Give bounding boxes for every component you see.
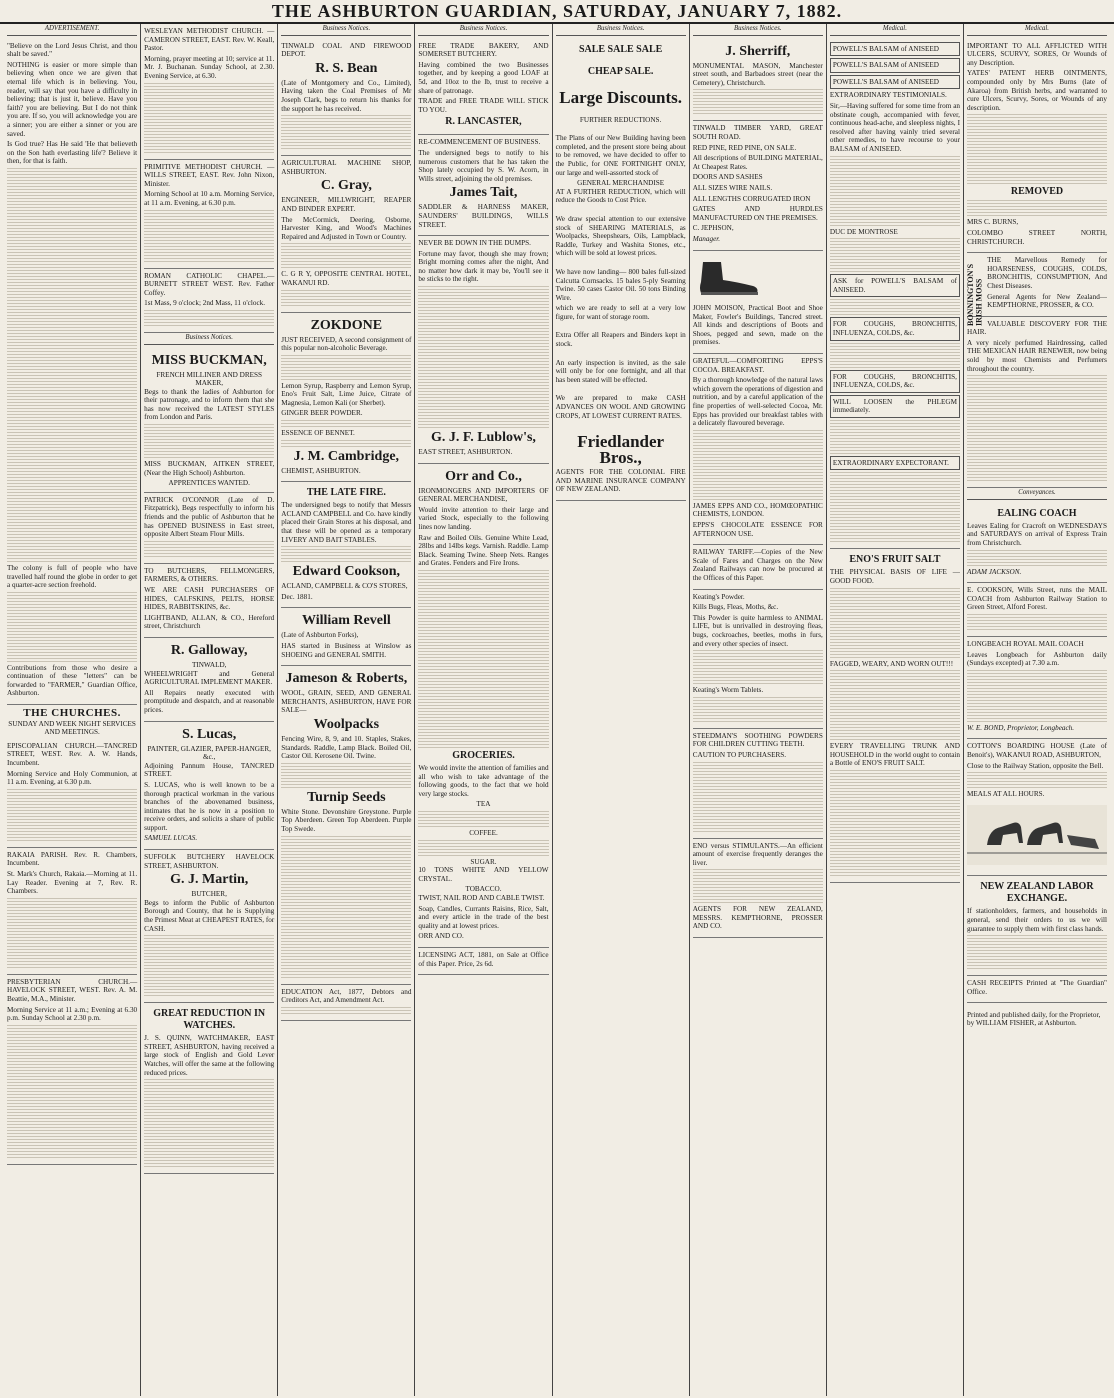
anglican-times: Morning Service and Holy Communion, at 11 a.m. Evening, at 6.30 p.m. (7, 769, 138, 787)
anglican-name: EPISCOPALIAN CHURCH.—TANCRED STREET, WEST. Rev. A. W. Hands, Incumbent. (7, 741, 138, 768)
dumps-heading: NEVER BE DOWN IN THE DUMPS. (418, 239, 531, 248)
primitive-name: PRIMITIVE METHODIST CHURCH. —WILLS STREET, EAST. Rev. John Nixon, Minister. (144, 162, 275, 188)
ad-martin (144, 850, 274, 1003)
ad-tait (418, 135, 548, 236)
epps-sign: JAMES EPPS AND CO., HOMŒOPATHIC CHEMISTS, LONDON. (692, 501, 823, 519)
galloway-name: R. Galloway, (170, 642, 248, 658)
column-heading: Medical. (967, 24, 1107, 36)
meals-text: MEALS AT ALL HOURS. (966, 790, 1045, 799)
ealing-sign: ADAM JACKSON. (966, 567, 1022, 576)
agri-works-heading: AGRICULTURAL MACHINE SHOP, ASHBURTON. (281, 159, 412, 176)
further-reductions: FURTHER REDUCTIONS. (579, 115, 662, 124)
jameson-list: Fencing Wire, 8, 9, and 10. Staples, Stakes, Standards. Raddle, Lamp Black. Boiled Oil, Castor Oil. Kerosene Oil. Twine. (281, 734, 412, 761)
soap-text: Soap, Candles, Currants Raisins, Rice, Salt, and every article in the trade of the best quality and at lowest prices. (418, 904, 549, 930)
burns-address: COLOMBO STREET NORTH, CHRISTCHURCH. (966, 228, 1107, 246)
quinn-text: J. S. QUINN, WATCHMAKER, EAST STREET, ASHBURTON, having received a large stock of English and Gold Lever Watches, will offer the same at the following reduced prices. (144, 1034, 275, 1077)
ad-licensing (418, 948, 548, 975)
turnip-title: Turnip Seeds (307, 789, 386, 805)
page-columns (4, 24, 1110, 1396)
yates-text: YATES' PATENT HERB OINTMENTS, compounded only by Mrs Burns (late of Akaroa) from British herbs, and warranted to cure Ulcers, Scurvy, Sores, or Wounds of any description. (966, 69, 1107, 112)
railway-text: RAILWAY TARIFF.—Copies of the New Scale of Fares and Charges on the New Zealand Railways can now be procured at the Offices of this Paper. (692, 548, 823, 582)
rakaia-name: RAKAIA PARISH. Rev. R. Chambers, Incumbent. (7, 850, 138, 868)
column-6 (690, 24, 827, 1396)
sermon-advertisement (7, 39, 137, 705)
cambridge-trade: CHEMIST, ASHBURTON. (281, 466, 361, 475)
tait-text: The undersigned begs to notify to his numerous customers that he has taken the Shop lately occupied by S. W. Acorn, in Wills street, adjoining the old premises. (418, 148, 549, 183)
ad-cookson-mail (967, 583, 1107, 637)
education-act-text: EDUCATION Act, 1877, Debtors and Creditors Act, and Amendment Act. (281, 987, 412, 1005)
galloway-text: All Repairs neatly executed with promptitude and despatch, and at reasonable prices. (144, 688, 275, 714)
column-heading: Business Notices. (556, 24, 686, 36)
groceries-text: We would invite the attention of families and all who wish to take advantage of the following goods, to the fact that we hold very large stocks. (418, 764, 549, 798)
general-merchandise: GENERAL MERCHANDISE (577, 179, 665, 188)
eno-stimulants: ENO versus STIMULANTS.—An efficient amount of exercise frequently deranges the liver. (692, 841, 823, 867)
ad-jameson (281, 666, 411, 984)
cheap-sale: CHEAP SALE. (587, 65, 654, 77)
powell-banner-1: POWELL'S BALSAM of ANISEED (830, 42, 960, 57)
montrose-sign: DUC DE MONTROSE (829, 227, 898, 236)
tait-name: James Tait, (449, 185, 518, 201)
ad-dumps (418, 236, 548, 464)
eno-subtitle: THE PHYSICAL BASIS OF LIFE — GOOD FOOD. (829, 568, 960, 586)
churches-title: THE CHURCHES. (23, 707, 121, 720)
column-heading: ADVERTISEMENT. (7, 24, 137, 36)
churches-subtitle: SUNDAY AND WEEK NIGHT SERVICES AND MEETINGS. (8, 719, 136, 737)
licensing-text: LICENSING ACT, 1881, on Sale at Office of this Paper. Price, 2s 6d. (418, 950, 549, 968)
shearing-text: We draw special attention to our extensive stock of SHEARING MATERIALS, as Woolpacks, Sheepshears, Oils, Lampblack, Raddle, Turkey and Washita Stones, etc., which will be sold at lowest prices. (555, 214, 686, 258)
martin-trade: BUTCHER, (191, 890, 227, 899)
ad-education-act (281, 985, 411, 1021)
column-8 (964, 24, 1110, 1396)
church-primitive (144, 160, 274, 269)
ad-eno (830, 549, 960, 883)
powell-banner-2: POWELL'S BALSAM of ANISEED (830, 58, 960, 73)
butchers-sign: LIGHTBAND, ALLAN, & CO., Hereford street, Christchurch (144, 613, 275, 631)
ad-powell (830, 39, 960, 550)
orr-list: Raw and Boiled Oils. Genuine White Lead, 28lbs and 14lbs kegs. Varnish. Raddle. Lamp Black. Seaming Twine. Sheep Nets. Ranges and Grates. Fenders and Fire Irons. (418, 533, 549, 568)
church-presbyterian (7, 975, 137, 1165)
lucas-name: S. Lucas, (182, 726, 237, 742)
coffee-heading: COFFEE. (469, 828, 498, 837)
jephson-role: Manager. (692, 234, 721, 243)
irish-moss-side-label: BONNINGTON'S IRISH MOSS (965, 264, 984, 327)
ad-labor (967, 876, 1107, 976)
longbeach-heading: LONGBEACH ROYAL MAIL COACH (966, 640, 1084, 648)
epps-essence: EPPS'S CHOCOLATE ESSENCE FOR AFTERNOON USE. (692, 521, 823, 538)
lemon-list: Lemon Syrup, Raspberry and Lemon Syrup, Eno's Fruit Salt, Lime Juice, Citrate of Magnesia, Lemon Kali (or Sherbet). (281, 381, 412, 407)
keating-powder: Keating's Powder. (692, 592, 745, 601)
ad-railway (693, 545, 823, 589)
ad-hair (967, 317, 1107, 489)
ad-buckman (144, 348, 274, 493)
gray-name: C. Gray, (320, 178, 372, 194)
kills-bugs: Kills Bugs, Fleas, Moths, &c. (692, 603, 779, 612)
phlegm-banner: WILL LOOSEN the PHLEGM immediately. (830, 395, 960, 418)
powell-banner-3: POWELL'S BALSAM of ANISEED (830, 75, 960, 90)
reduction-heading: GREAT REDUCTION IN WATCHES. (153, 1008, 266, 1032)
freetrade-heading: FREE TRADE BAKERY, AND SOMERSET BUTCHERY. (418, 41, 549, 59)
column-7 (827, 24, 964, 1396)
ad-galloway (144, 638, 274, 722)
wire-nails: ALL SIZES WIRE NAILS. (692, 183, 773, 192)
tobacco-heading: TOBACCO. (465, 885, 502, 894)
sherriff-name: J. Sherriff, (725, 43, 791, 59)
doors-sashes: DOORS AND SASHES (692, 173, 763, 182)
sugar-text: 10 TONS WHITE AND YELLOW CRYSTAL. (418, 866, 549, 883)
large-discounts: Large Discounts. (559, 87, 683, 107)
presbyterian-name: PRESBYTERIAN CHURCH.—HAVELOCK STREET, WEST. Rev. A. M. Beattie, M.A., Minister. (7, 977, 138, 1003)
essence-bennet: ESSENCE OF BENNET. (281, 429, 355, 438)
column-heading: Medical. (830, 24, 960, 36)
ad-sherriff (693, 39, 823, 122)
butchers-heading: TO BUTCHERS, FELLMONGERS, FARMERS, & OTHERS. (144, 566, 275, 584)
gray-address: C. G R Y, OPPOSITE CENTRAL HOTEL, WAKANUI RD. (281, 270, 412, 287)
irish-moss-agents: General Agents for New Zealand— KEMPTHORNE, PROSSER, & CO. (987, 292, 1107, 310)
gray-text: The McCormick, Deering, Osborne, Harvester King, and Wood's Machines Repaired and Adjusted in Town or Country. (281, 215, 412, 241)
buckman-trade: FRENCH MILLINER AND DRESS MAKER, (156, 370, 263, 388)
ad-bean (281, 39, 411, 157)
lancaster-name: R. LANCASTER, (445, 116, 522, 128)
conveyances-heading: Conveyances. (967, 488, 1107, 500)
revell-sub: (Late of Ashburton Forks), (281, 631, 359, 640)
church-catholic (144, 269, 274, 333)
ad-friedlander-sale (556, 39, 686, 501)
contributions-text: Contributions from those who desire a continuation of these "letters" can be forwarded to "FARMER," Guardian Office, Ashburton. (7, 663, 138, 698)
ad-longbeach (967, 637, 1107, 739)
ginger-beer: GINGER BEER POWDER. (281, 409, 363, 418)
friedlander-name: Friedlander Bros., (577, 432, 665, 468)
column-heading: Business Notices. (693, 24, 823, 36)
ad-ealing (967, 503, 1107, 583)
tinwald-coal-heading: TINWALD COAL AND FIREWOOD DEPOT. (281, 41, 412, 59)
ealing-text: Leaves Ealing for Cracroft on WEDNESDAYS and SATURDAYS on arrival of Express Train from Christchurch. (966, 521, 1107, 548)
cotton-text: Close to the Railway Station, opposite the Bell. (966, 761, 1104, 770)
oconnor-text: PATRICK O'CONNOR (Late of D. Fitzpatrick), Begs respectfully to inform his friends and the public of Ashburton that he has OPENED BUSINESS in East street, opposite Albert Steam Flour Mills. (144, 495, 275, 539)
burns-name: MRS C. BURNS, (966, 218, 1019, 227)
extra-offer: Extra Offer all Reapers and Binders kept in stock. (555, 331, 686, 349)
newspaper-title: THE ASHBURTON GUARDIAN, SATURDAY, JANUARY 7, 1882. (271, 1, 843, 21)
buckman-text: Begs to thank the ladies of Ashburton for their patronage, and to inform them that she has now received the LATEST STYLES from London and Paris. (144, 387, 275, 422)
epps-text: By a thorough knowledge of the natural laws which govern the operations of digestion and nutrition, and by a careful application of the fine properties of well-selected Cocoa, Mr. Epps has provided our breakfast tables with a delicately flavoured beverage. (692, 376, 823, 428)
eno-fruit-salt: ENO'S FRUIT SALT (849, 554, 941, 566)
lucas-trade: PAINTER, GLAZIER, PAPER-HANGER, &c., (147, 744, 271, 762)
landing-list: We have now landing— 800 bales full-sized Calcutta Cornsacks. 15 bales 5-ply Seaming Twine. 50 cases Castor Oil. 50 tons Binding Wire. (555, 267, 686, 302)
freetrade-text: Having combined the two Businesses together, and by keeping a good LOAF at 5d, and 10oz to the lb, trust to receive a share of patronage. (418, 60, 549, 95)
apprentices-wanted: APPRENTICES WANTED. (168, 479, 250, 488)
orr-trade: IRONMONGERS AND IMPORTERS OF GENERAL MERCHANDISE, (418, 486, 549, 504)
longbeach-text: Leaves Longbeach for Ashburton daily (Sundays excepted) at 7.30 a.m. (966, 650, 1107, 668)
important-heading: IMPORTANT TO ALL AFFLICTED WITH ULCERS, SCURVY, SORES, Or Wounds of any Description. (966, 41, 1107, 67)
sermon-text: NOTHING is easier or more simple than believing when once we are given that eternal life which is in believing. You, reader, will say that you have a difficulty in believing; that is just it, believe. Have you faith? you are believing. But I do not think you are. If so, you will acknowledge you are a sinner; you are either a sinner or you are saved. (7, 60, 138, 138)
galloway-trade: WHEELWRIGHT and General AGRICULTURAL IMPLEMENT MAKER. (144, 669, 275, 687)
coughs-banner-1: FOR COUGHS, BRONCHITIS, INFLUENZA, COLDS, &c. (830, 317, 960, 340)
suffolk-heading: SUFFOLK BUTCHERY HAVELOCK STREET, ASHBURTON. (144, 853, 275, 870)
cash-advances: We are prepared to make CASH ADVANCES ON WOOL AND GROWING CROPS, AT LOWEST CURRENT RATES. (555, 394, 686, 420)
bean-name: R. S. Bean (315, 60, 378, 76)
worm-tablets: Keating's Worm Tablets. (692, 686, 764, 695)
lucas-sign: SAMUEL LUCAS. (144, 834, 198, 843)
testimonials-heading: EXTRAORDINARY TESTIMONIALS. (829, 91, 947, 100)
late-fire-heading: THE LATE FIRE. (306, 487, 386, 499)
zokdone-title: ZOKDONE (310, 317, 383, 333)
dumps-poem: Fortune may favor, though she may frown; Bright morning comes after the night, And no matter how dark it may be, You'll see it be sticks to the right. (418, 249, 549, 284)
irish-moss-text: THE Marvellous Remedy for HOARSENESS, COUGHS, COLDS, BRONCHITIS, CONSUMPTION, And Chest Diseases. (987, 256, 1107, 290)
sermon-quote: "Believe on the Lord Jesus Christ, and thou shalt be saved." (7, 41, 138, 59)
jameson-trade: WOOL, GRAIN, SEED, AND GENERAL MERCHANTS, ASHBURTON, HAVE FOR SALE— (281, 689, 412, 715)
ad-cotton (967, 739, 1107, 876)
ealing-coach: EALING COACH (997, 507, 1077, 519)
bean-text: (Late of Montgomery and Co., Limited), Having taken the Coal Premises of Mr Joseph Clark, begs to return his thanks for the support he has received. (281, 78, 412, 113)
boot-icon (693, 258, 763, 298)
ad-zokdone (281, 313, 411, 483)
longbeach-sign: W. E. BOND, Proprietor, Longbeach. (966, 723, 1075, 732)
butchers-text: WE ARE CASH PURCHASERS OF HIDES, CALFSKINS, PELTS, HORSE HIDES, RABBITSKINS, &c. (144, 586, 275, 612)
imprint: Printed and published daily, for the Proprietor, by WILLIAM FISHER, at Ashburton. (966, 1010, 1101, 1028)
travelling-trunk: EVERY TRAVELLING TRUNK AND HOUSEHOLD in the world ought to contain a Bottle of ENO'S FRUIT SALT. (829, 742, 960, 768)
cash-receipts: CASH RECEIPTS Printed at "The Guardian" Office. (966, 979, 1107, 996)
ad-revell (281, 608, 411, 666)
plough-horses-illustration (967, 805, 1107, 865)
ad-yates (967, 39, 1107, 254)
sermon-text-2: Is God true? Has He said 'He that believeth on the Son hath everlasting life'? Believe it then, for that is faith. (7, 140, 138, 166)
inspection-text: An early inspection is invited, as the sale will only be for one fortnight, and all that has been stated will be effected. (555, 358, 686, 384)
ad-irish-moss (965, 253, 1107, 327)
lublow-address: EAST STREET, ASHBURTON. (418, 448, 513, 457)
ad-orr (418, 464, 548, 948)
column-heading: Business Notices. (144, 333, 274, 345)
orr-sign: ORR AND CO. (418, 932, 464, 941)
column-2 (141, 24, 278, 1396)
revell-name: William Revell (301, 613, 391, 629)
jephson-name: C. JEPHSON, (692, 224, 734, 233)
fagged-weary: FAGGED, WEARY, AND WORN OUT!!! (829, 659, 954, 668)
ad-keating (693, 590, 823, 729)
revell-text: HAS started in Business at Winslow as SHOEING and GENERAL SMITH. (281, 642, 412, 659)
colony-text: The colony is full of people who have travelled half round the globe in order to get a quarter-acre section freehold. (7, 563, 138, 590)
expectorant-banner: EXTRAORDINARY EXPECTORANT. (830, 456, 960, 471)
gates-hurdles: GATES AND HURDLES MANUFACTURED ON THE PREMISES. (692, 205, 823, 222)
column-3 (278, 24, 415, 1396)
plans-text: The Plans of our New Building having been completed, and the present store being about to be removed, we have decided to offer to the Public, for ONE FORTNIGHT ONLY, our large and well-assorted stock of (555, 134, 686, 177)
ad-moison (693, 251, 823, 355)
ad-gray (281, 156, 411, 312)
tinwald-timber-heading: TINWALD TIMBER YARD, GREAT SOUTH ROAD. (692, 124, 823, 141)
buckman-address: MISS BUCKMAN, AITKEN STREET, (Near the High School) Ashburton. (144, 460, 275, 477)
column-heading: Business Notices. (418, 24, 548, 36)
buckman-name: MISS BUCKMAN, (151, 352, 267, 368)
lucas-address: Adjoining Pannum House, TANCRED STREET. (144, 761, 275, 779)
twist-text: TWIST, NAIL ROD AND CABLE TWIST. (418, 893, 545, 902)
wesleyan-times: Morning, prayer meeting at 10; service at 11. Mr. J. Buchanan. Sunday School, at 2.30. Evening Service, at 6.30. (144, 54, 275, 80)
cookson-name: Edward Cookson, (292, 564, 401, 580)
ask-powell: ASK for POWELL'S BALSAM of ANISEED. (830, 274, 960, 297)
ad-tinwald-timber (693, 121, 823, 250)
hair-heading: VALUABLE DISCOVERY FOR THE HAIR. (966, 319, 1107, 337)
zokdone-text: JUST RECEIVED, A second consignment of this popular non-alcoholic Beverage. (281, 335, 412, 353)
caution-heading: CAUTION TO PURCHASERS. (692, 750, 787, 759)
catholic-name: ROMAN CATHOLIC CHAPEL.—BURNETT STREET WEST. Rev. Father Coffey. (144, 271, 275, 297)
friedlander-text: AGENTS FOR THE COLONIAL FIRE AND MARINE INSURANCE COMPANY OF NEW ZEALAND. (555, 468, 686, 494)
ad-free-trade (418, 39, 548, 136)
landing-note: which we are ready to sell at a very low figure, for want of storage room. (555, 304, 686, 321)
labor-text: If stationholders, farmers, and households in general, send their orders to us we will guarantee to supply them with first class hands. (966, 907, 1107, 933)
catholic-times: 1st Mass, 9 o'clock; 2nd Mass, 11 o'clock. (144, 299, 266, 308)
ad-late-fire (281, 482, 411, 608)
lublow-name: G. J. F. Lublow's, (431, 430, 536, 446)
turnip-list: White Stone. Devonshire Greystone. Purple Top Aberdeen. Green Top Aberdeen. Purple Top Swede. (281, 807, 412, 833)
cotton-heading: COTTON'S BOARDING HOUSE (Late of Benoit's), WAKANUI ROAD, ASHBURTON, (966, 742, 1107, 759)
recommence-heading: RE-COMMENCEMENT OF BUSINESS. (418, 138, 541, 147)
ad-butchers (144, 564, 274, 638)
sugar-heading: SUGAR. (470, 857, 497, 866)
jameson-name: Jameson & Roberts, (285, 671, 408, 687)
column-4 (415, 24, 552, 1396)
sale-heading: SALE SALE SALE (578, 43, 663, 55)
further-reduction-text: AT A FURTHER REDUCTION, which will reduce the Goods to Cost Price. (555, 187, 686, 205)
ad-epps (693, 354, 823, 545)
red-pine: RED PINE, RED PINE, ON SALE. (692, 143, 797, 152)
ad-cash-receipts (967, 976, 1107, 1003)
ad-lucas (144, 722, 274, 851)
removed-heading: REMOVED (1010, 186, 1064, 198)
corrugated-iron: ALL LENGTHS CORRUGATED IRON (692, 194, 811, 203)
church-rakaia (7, 848, 137, 975)
tait-trade: SADDLER & HARNESS MAKER, SAUNDERS' BUILDINGS, WILLS STREET. (418, 203, 549, 229)
lucas-text: S. LUCAS, who is well known to be a thorough practical workman in the various branches of the abovenamed business, intimates that he is now in a position to receive orders, and solicits a share of public support. (144, 780, 275, 832)
primitive-times: Morning School at 10 a.m. Morning Service, at 11 a.m. Evening, at 6.30 p.m. (144, 190, 275, 207)
groceries-heading: GROCERIES. (452, 750, 515, 761)
epps-heading: GRATEFUL—COMFORTING EPPS'S COCOA. BREAKFAST. (692, 357, 823, 374)
orr-name: Orr and Co., (445, 468, 522, 484)
cookson-trade: ACLAND, CAMPBELL & CO'S STORES, (281, 582, 408, 591)
rakaia-times: St. Mark's Church, Rakaia.—Morning at 11. Lay Reader. Evening at 7, Rev. R. Chambers. (7, 870, 138, 896)
freetrade-sign: TRADE and FREE TRADE WILL STICK TO YOU. (418, 97, 549, 114)
cookson-date: Dec. 1881. (281, 592, 313, 601)
ad-steedman (693, 729, 823, 839)
moison-text: JOHN MOISON, Practical Boot and Shoe Maker, Fowler's Buildings, Tancred street. All kinds and descriptions of Boots and Shoes, pegged and sewn, made on the premises. (692, 304, 823, 347)
presbyterian-times: Morning Service at 11 a.m.; Evening at 6.30 p.m. Sunday School at 2.30 p.m. (7, 1005, 138, 1023)
gray-trade: ENGINEER, MILLWRIGHT, REAPER AND BINDER EXPERT. (281, 196, 412, 213)
sherriff-text: MONUMENTAL MASON, Manchester street south, and Barbadoes street (near the Cemetery), Christchurch. (692, 61, 823, 87)
column-1 (4, 24, 141, 1396)
late-fire-text: The undersigned begs to notify that Messrs ACLAND CAMPBELL and Co. have kindly placed their Grain Stores at his disposal, and that these will be opened as a temporary LIVERY AND BAIT STABLES. (281, 501, 412, 544)
cookson-mail-text: E. COOKSON, Wills Street, runs the MAIL COACH from Ashburton Railway Station to Green Street, Alford Forest. (966, 586, 1107, 612)
ad-oconnor (144, 493, 274, 564)
steedman-heading: STEEDMAN'S SOOTHING POWDERS FOR CHILDREN CUTTING TEETH. (692, 731, 823, 749)
keating-text: This Powder is quite harmless to ANIMAL LIFE, but is unrivalled in destroying fleas, bugs, cockroaches, beetles, moths in furs, and every other species of insect. (692, 613, 823, 648)
martin-name: G. J. Martin, (170, 872, 249, 888)
wesleyan-name: WESLEYAN METHODIST CHURCH. —CAMERON STREET, EAST. Rev. W. Keall, Pastor. (144, 27, 275, 53)
martin-text: Begs to inform the Public of Ashburton Borough and County, that he is Supplying the Primest Meat at CHEAPEST RATES, for CASH. (144, 898, 275, 933)
coughs-banner-2: FOR COUGHS, BRONCHITIS, INFLUENZA, COLDS, &c. (830, 370, 960, 393)
masthead (0, 0, 1114, 24)
labor-heading: NEW ZEALAND LABOR EXCHANGE. (980, 881, 1094, 905)
woolpacks-title: Woolpacks (313, 716, 380, 732)
nz-agents: AGENTS FOR NEW ZEALAND, MESSRS. KEMPTHORNE, PROSSER AND CO. (692, 905, 823, 931)
church-wesleyan (144, 24, 274, 160)
ad-eno-stimulants (693, 839, 823, 939)
orr-text: Would invite attention to their large and varied Stock, especially to the following lines now landing. (418, 505, 549, 532)
church-anglican (7, 739, 137, 848)
cambridge-name: J. M. Cambridge, (293, 448, 400, 464)
ad-quinn (144, 1003, 274, 1174)
building-material: All descriptions of BUILDING MATERIAL, At Cheapest Rates. (692, 154, 823, 171)
hair-text: A very nicely perfumed Hairdressing, called THE MEXICAN HAIR RENEWER, now being sold by most Chemists and Perfumers throughout the country. (966, 338, 1107, 373)
testimonial-text: Sir,—Having suffered for some time from an obstinate cough, accompanied with fever, continuous head-ache, and sleepless nights, I resolved after having vainly tried several other remedies, to have recourse to your BALSAM of ANISEED. (829, 101, 960, 153)
tea-heading: TEA (476, 800, 491, 809)
column-5 (553, 24, 690, 1396)
column-heading: Business Notices. (281, 24, 411, 36)
galloway-town: TINWALD, (191, 660, 227, 669)
